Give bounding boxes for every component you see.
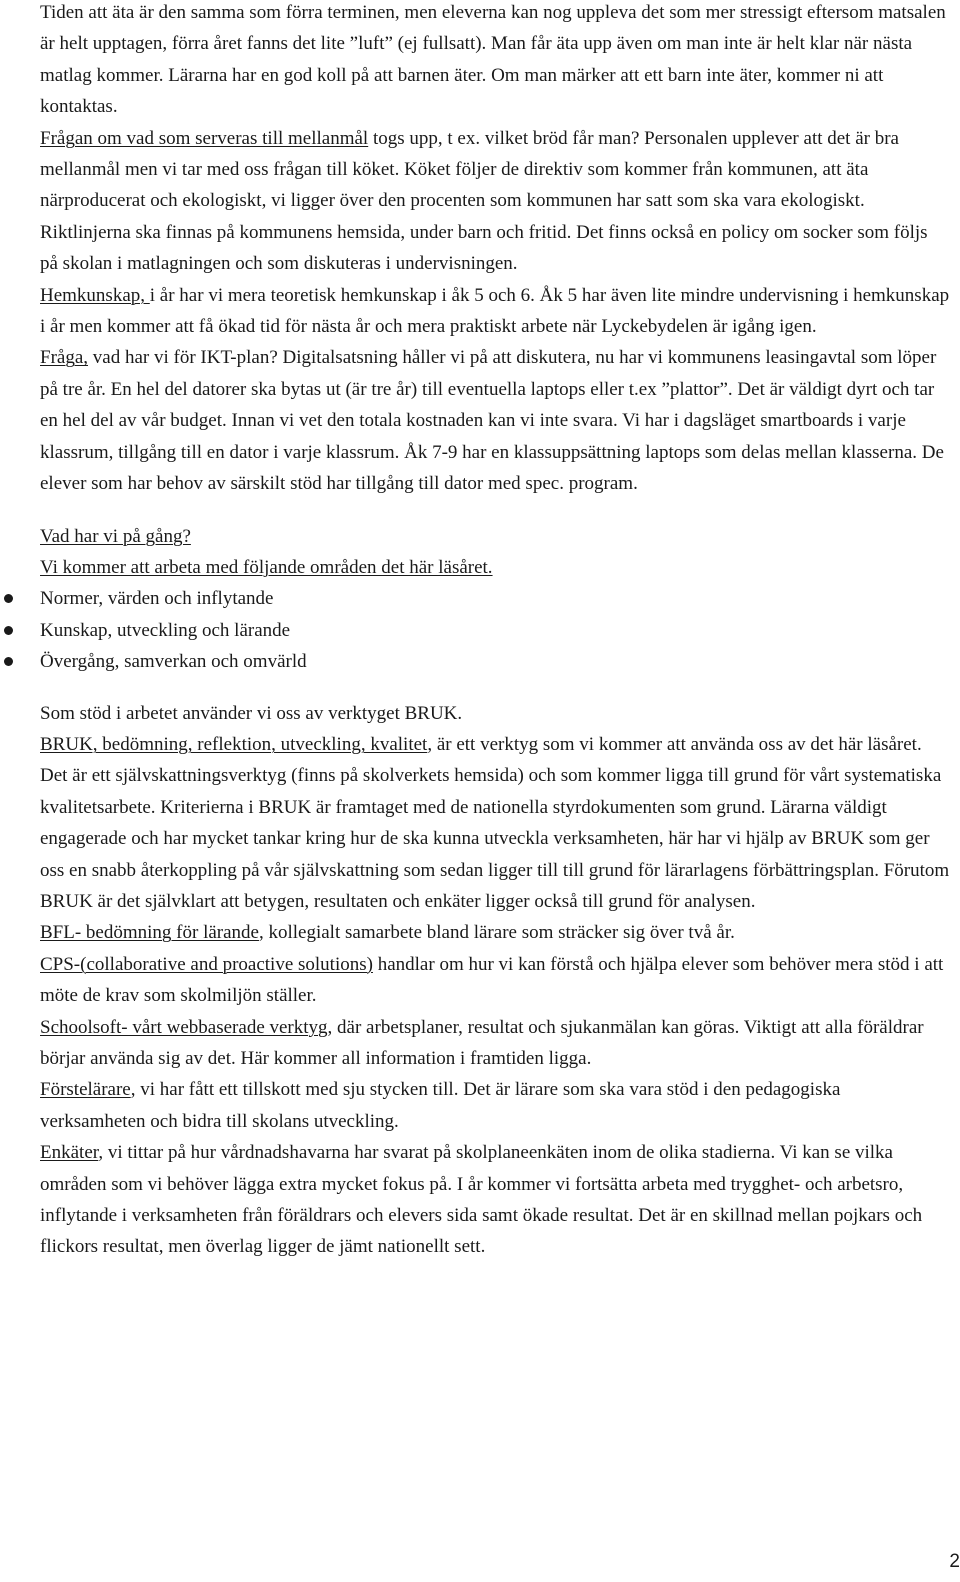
underlined-term: Enkäter (40, 1142, 99, 1164)
underlined-term: BRUK, bedömning, reflektion, utveckling, kvalitet (40, 733, 428, 755)
focus-areas-list (40, 583, 950, 677)
underlined-term: CPS-(collaborative and proactive solutions) (40, 953, 373, 975)
paragraph-bruk (40, 729, 950, 917)
paragraph-schoolsoft (40, 1012, 950, 1075)
paragraph-text: i år har vi mera teoretisk hemkunskap i åk 5 och 6. Åk 5 har även lite mindre undervisning i hemkunskap i år men kommer att få ökad tid för nästa år och mera praktiskt arbete när Lyckebydelen är igång igen. (40, 284, 950, 338)
section-heading (40, 521, 950, 584)
underlined-term: Frågan om vad som serveras till mellanmål (40, 127, 369, 149)
document-page (40, 0, 950, 1263)
underlined-term: Fråga, (40, 347, 89, 369)
list-item: Normer, värden och inflytande (40, 583, 950, 614)
paragraph-home-economics (40, 280, 950, 343)
bullet-icon (4, 626, 13, 635)
paragraph-text: Tiden att äta är den samma som förra terminen, men eleverna kan nog uppleva det som mer stressigt eftersom matsalen är helt upptagen, förra året fanns det lite ”luft” (ej fullsatt). Man får äta upp även om man inte är helt klar när nästa matlag kommer. Lärarna har en god koll på att barnen äter. Om man märker att ett barn inte äter, kommer ni att kontaktas. (40, 2, 946, 118)
paragraph-text: togs upp, t ex. vilket bröd får man? Personalen upplever att det är bra mellanmål men vi tar med oss frågan till köket. Köket följer de direktiv som kommer från kommunen, att äta närproducerat och ekologiskt, vi ligger över den procenten som kommunen har satt som ska vara ekologiskt. Riktlinjerna ska finnas på kommunens hemsida, under barn och fritid. Det finns också en policy om socker som följs på skolan i matlagningen och som diskuteras i undervisningen. (40, 127, 928, 275)
paragraph-text: , där arbetsplaner, resultat och sjukanmälan kan göras. Viktigt att alla föräldrar börjar använda sig av det. Här kommer all information i framtiden ligga. (40, 1016, 924, 1069)
underlined-term: Förstelärare (40, 1079, 131, 1101)
bullet-icon (4, 594, 13, 603)
underlined-term: Hemkunskap, (40, 284, 150, 306)
paragraph-ict-plan (40, 342, 950, 499)
paragraph-cps (40, 949, 950, 1012)
paragraph-bfl (40, 917, 950, 948)
paragraph-lunch (40, 0, 950, 280)
underlined-term: Schoolsoft- vårt webbaserade verktyg (40, 1016, 328, 1038)
paragraph-bruk-intro (40, 698, 950, 729)
page-number: 2 (949, 1551, 960, 1572)
list-item: Kunskap, utveckling och lärande (40, 615, 950, 646)
paragraph-forstelarare (40, 1074, 950, 1137)
underlined-term: BFL- bedömning för lärande (40, 922, 259, 944)
paragraph-text: vad har vi för IKT-plan? Digitalsatsning håller vi på att diskutera, nu har vi kommunens leasingavtal som löper på tre år. En hel del datorer ska bytas ut (är tre år) till eventuella laptops eller t.ex ”plattor”. Det är väldigt dyrt och tar en hel del av vår budget. Innan vi vet den totala kostnaden kan vi inte svara. Vi har i dagsläget smartboards i varje klassrum, tillgång till en dator i varje klassrum. Åk 7-9 har en klassuppsättning laptops som delas mellan klasserna. De elever som har behov av särskilt stöd har tillgång till dator med spec. program. (40, 347, 944, 495)
paragraph-enkater (40, 1137, 950, 1263)
heading-text: Vad har vi på gång? (40, 525, 191, 547)
paragraph-text: , vi har fått ett tillskott med sju stycken till. Det är lärare som ska vara stöd i den pedagogiska verksamheten och bidra till skolans utveckling. (40, 1079, 841, 1132)
paragraph-text: handlar om hur vi kan förstå och hjälpa elever som behöver mera stöd i att möte de krav som skolmiljön ställer. (40, 953, 944, 1007)
list-item: Övergång, samverkan och omvärld (40, 646, 950, 677)
paragraph-text: , vi tittar på hur vårdnadshavarna har svarat på skolplaneenkäten inom de olika stadierna. Vi kan se vilka områden som vi behöver lägga extra mycket fokus på. I år kommer vi fortsätta arbeta med trygghet- och arbetsro, inflytande i verksamheten från föräldrars och elevers sida samt ökade resultat. Det är en skillnad mellan pojkars och flickors resultat, men överlag ligger de jämt nationellt sett. (40, 1142, 923, 1258)
paragraph-text: , kollegialt samarbete bland lärare som sträcker sig över två år. (258, 922, 735, 944)
paragraph-text: , är ett verktyg som vi kommer att använda oss av det här läsåret. Det är ett självskattningsverktyg (finns på skolverkets hemsida) och som kommer ligga till grund för vårt systematiska kvalitetsarbete. Kriterierna i BRUK är framtaget med de nationella styrdokumenten som grund. Lärarna väldigt engagerade och har mycket tankar kring hur de ska kunna utveckla verksamheten, här har vi hjälp av BRUK som ger oss en snabb återkoppling på vår självskattning som sedan ligger till till grund för lärarlagens förbättringsplan. Förutom BRUK är det självklart att betygen, resultaten och enkäter ligger också till grund för analysen. (40, 733, 950, 912)
heading-text: Vi kommer att arbeta med följande områden det här läsåret. (40, 556, 493, 578)
paragraph-text: Som stöd i arbetet använder vi oss av verktyget BRUK. (40, 702, 463, 724)
bullet-icon (4, 657, 13, 666)
